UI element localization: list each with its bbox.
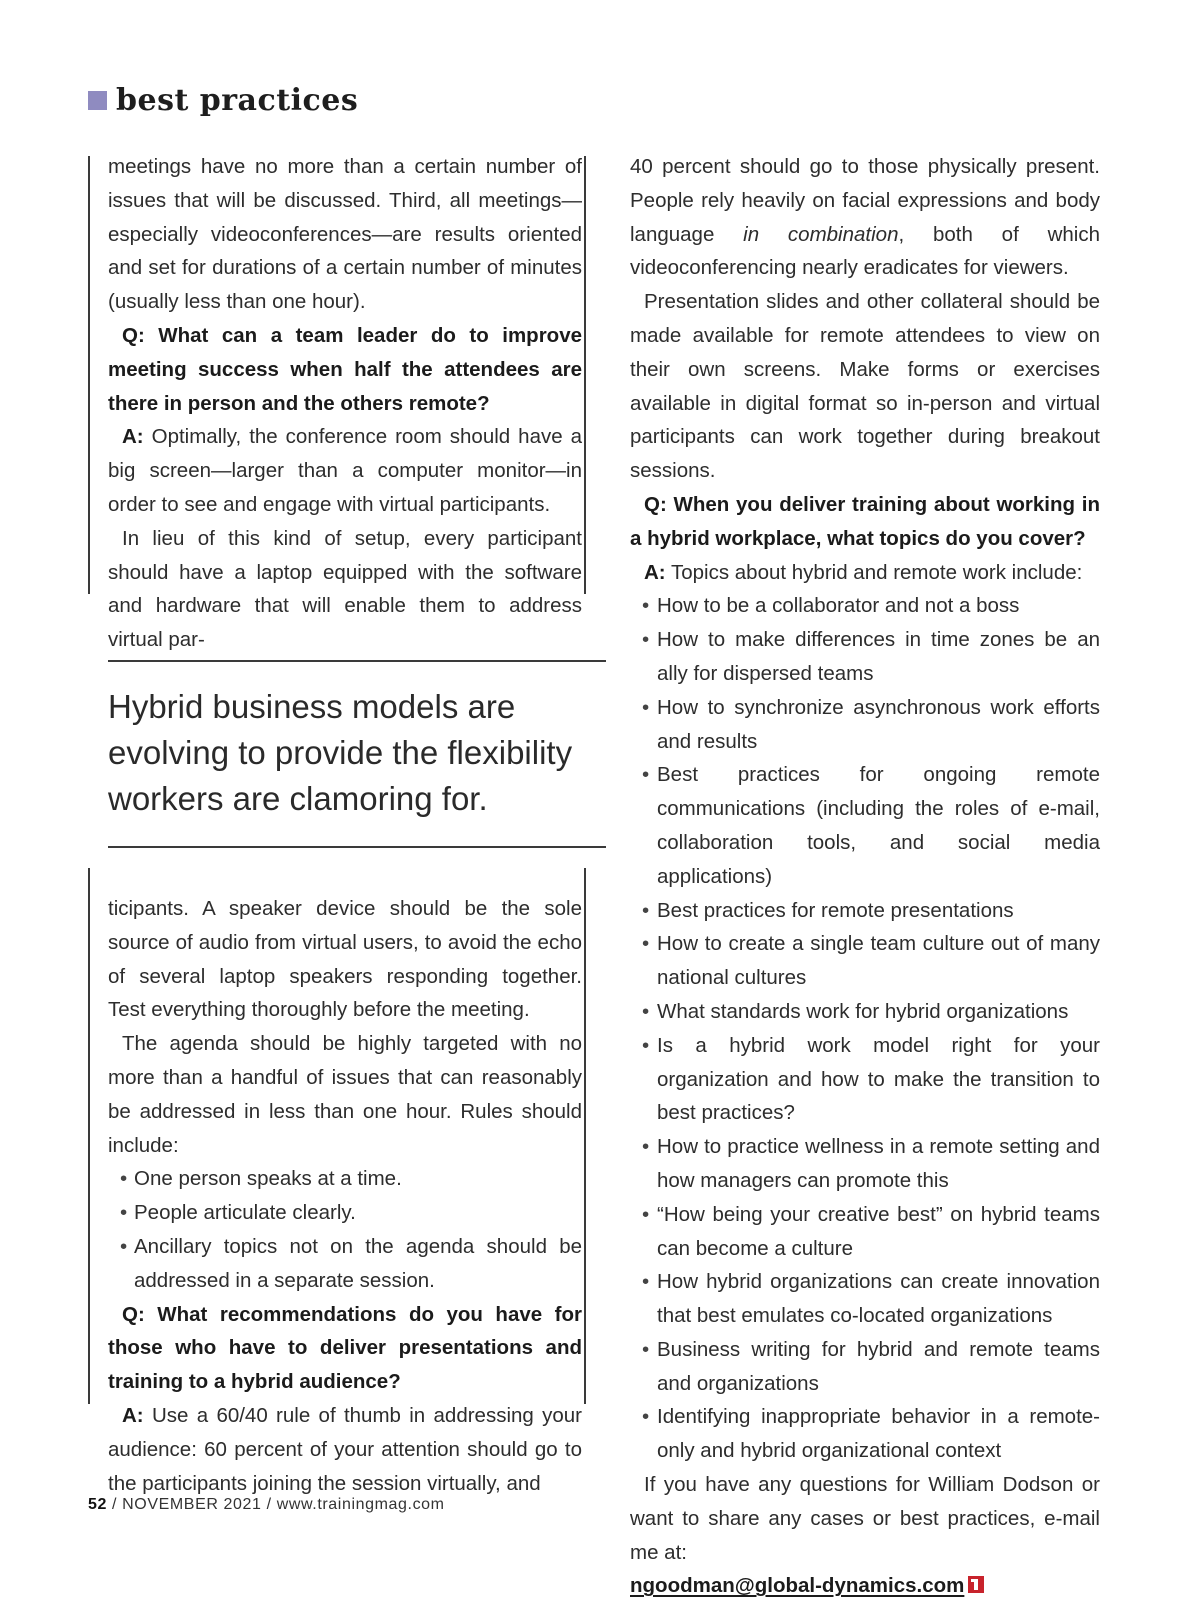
answer-label: A: bbox=[122, 425, 144, 449]
page-number: 52 bbox=[88, 1496, 107, 1513]
paragraph: In lieu of this kind of setup, every participant should have a laptop equipped with the software and hardware that will enable them to address virtual par- bbox=[108, 526, 582, 652]
answer-label: A: bbox=[122, 1403, 144, 1427]
answer-label: A: bbox=[644, 560, 666, 584]
paragraph: The agenda should be highly targeted with no more than a handful of issues that can reasonably be addressed in less than one hour. Rules should include: bbox=[108, 1032, 582, 1157]
list-item: • People articulate clearly. bbox=[108, 1196, 582, 1230]
pull-quote-rule-bottom bbox=[108, 846, 606, 848]
list-item: • How to synchronize asynchronous work efforts and results bbox=[630, 691, 1100, 759]
list-item: • Best practices for ongoing remote communications (including the roles of e-mail, collaboration tools, and social media applications) bbox=[630, 758, 1100, 893]
website: www.trainingmag.com bbox=[276, 1496, 445, 1513]
page-footer bbox=[88, 1496, 445, 1514]
list-item: • How hybrid organizations can create innovation that best emulates co-located organizations bbox=[630, 1265, 1100, 1333]
answer-text: Topics about hybrid and remote work include: bbox=[665, 560, 1083, 584]
answer-text: Optimally, the conference room should have a big screen—larger than a computer monitor—in order to see and engage with virtual participants. bbox=[108, 425, 582, 516]
pull-quote: Hybrid business models are evolving to provide the flexibility workers are clamoring for. bbox=[108, 688, 573, 817]
section-title: best practices bbox=[116, 82, 359, 118]
question-heading: Q: When you deliver training about working in a hybrid workplace, what topics do you cover? bbox=[630, 492, 1100, 550]
list-item: • How to make differences in time zones be an ally for dispersed teams bbox=[630, 623, 1100, 691]
paragraph-text: , both of which videoconferencing nearly eradicates for viewers. bbox=[630, 222, 1100, 280]
section-marker-square bbox=[88, 91, 107, 110]
paragraph: ticipants. A speaker device should be the sole source of audio from virtual users, to avoid the echo of several laptop speakers responding together. Test everything thoroughly before the meeting. bbox=[108, 897, 582, 1022]
rules-list bbox=[108, 1162, 582, 1297]
list-item: • Best practices for remote presentations bbox=[630, 894, 1100, 928]
left-column-top bbox=[108, 150, 582, 657]
question-heading: Q: What can a team leader do to improve meeting success when half the attendees are there in person and the others remote? bbox=[108, 323, 582, 415]
list-item: • One person speaks at a time. bbox=[108, 1162, 582, 1196]
paragraph: meetings have no more than a certain number of issues that will be discussed. Third, all meetings—especially videoconferences—are results oriented and set for durations of a certain number of minutes (usually less than one hour). bbox=[108, 155, 582, 314]
paragraph-text: 40 percent should go to those physically present. People rely heavily on facial expressions and body language bbox=[630, 155, 1100, 246]
left-column-bottom bbox=[108, 892, 582, 1500]
right-column bbox=[630, 150, 1100, 1603]
list-item: • Identifying inappropriate behavior in a remote-only and hybrid organizational context bbox=[630, 1400, 1100, 1468]
email-line bbox=[630, 1569, 1100, 1603]
list-item: • Is a hybrid work model right for your organization and how to make the transition to best practices? bbox=[630, 1029, 1100, 1130]
list-item: • How to practice wellness in a remote setting and how managers can promote this bbox=[630, 1130, 1100, 1198]
footer-separator: / bbox=[261, 1496, 277, 1513]
answer-text: Use a 60/40 rule of thumb in addressing your audience: 60 percent of your attention should go to the participants joining the session virtually, and bbox=[108, 1403, 582, 1495]
column-rule-center-bottom bbox=[584, 868, 586, 1404]
list-item: • “How being your creative best” on hybrid teams can become a culture bbox=[630, 1198, 1100, 1266]
topics-list bbox=[630, 589, 1100, 1468]
list-item: • Ancillary topics not on the agenda should be addressed in a separate session. bbox=[108, 1230, 582, 1298]
answer-paragraph bbox=[630, 556, 1100, 590]
paragraph bbox=[630, 150, 1100, 285]
list-item: • What standards work for hybrid organizations bbox=[630, 995, 1100, 1029]
issue-date: NOVEMBER 2021 bbox=[122, 1496, 262, 1513]
column-rule-left-top bbox=[88, 156, 90, 594]
list-item: • How to be a collaborator and not a boss bbox=[630, 589, 1100, 623]
column-rule-center-top bbox=[584, 156, 586, 594]
answer-paragraph bbox=[108, 1399, 582, 1500]
email-link[interactable]: ngoodman@global-dynamics.com bbox=[630, 1574, 965, 1598]
list-item: • How to create a single team culture out of many national cultures bbox=[630, 927, 1100, 995]
column-rule-left-bottom bbox=[88, 868, 90, 1404]
section-header bbox=[88, 80, 358, 120]
list-item: • Business writing for hybrid and remote teams and organizations bbox=[630, 1333, 1100, 1401]
emphasis-text: in combination bbox=[743, 222, 899, 246]
footer-separator: / bbox=[107, 1496, 123, 1513]
end-of-article-icon bbox=[968, 1576, 984, 1593]
paragraph: Presentation slides and other collateral should be made available for remote attendees to view on their own screens. Make forms or exercises available in digital format so in-person and virtual participants can work together during breakout sessions. bbox=[630, 290, 1100, 483]
closing-paragraph: If you have any questions for William Dodson or want to share any cases or best practices, e-mail me at: bbox=[630, 1473, 1100, 1564]
pull-quote-rule-top bbox=[108, 660, 606, 662]
answer-paragraph bbox=[108, 420, 582, 521]
question-heading: Q: What recommendations do you have for those who have to deliver presentations and training to a hybrid audience? bbox=[108, 1302, 582, 1394]
